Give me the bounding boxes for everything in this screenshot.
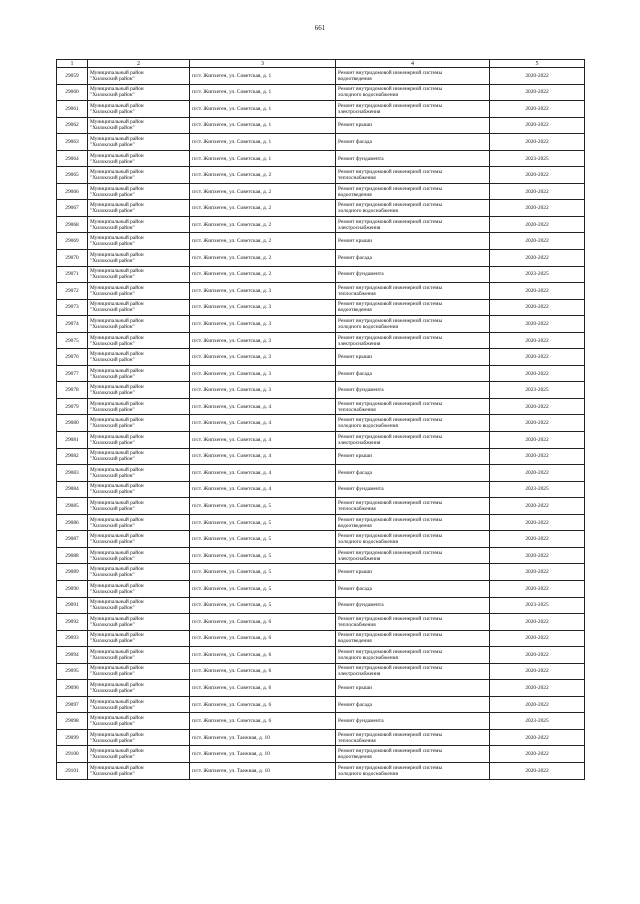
work-type-cell: Ремонт внутридомовой инженерной системы водоотведения	[336, 746, 490, 763]
period-cell: 2020-2022	[490, 283, 585, 300]
work-type-cell: Ремонт внутридомовой инженерной системы холодного водоснабжения	[336, 531, 490, 548]
address-cell: п/ст. Жипхеген, ул. Советская, д. 6	[190, 647, 336, 664]
row-number: 29099	[57, 729, 88, 746]
work-type-cell: Ремонт внутридомовой инженерной системы водоотведения	[336, 68, 490, 85]
row-number: 29092	[57, 614, 88, 631]
column-header-1: 1	[57, 60, 88, 68]
table-row	[57, 531, 585, 548]
row-number: 29074	[57, 316, 88, 333]
work-type-cell: Ремонт внутридомовой инженерной системы холодного водоснабжения	[336, 647, 490, 664]
address-cell: п/ст. Жипхеген, ул. Советская, д. 4	[190, 448, 336, 465]
address-cell: п/ст. Жипхеген, ул. Советская, д. 1	[190, 101, 336, 118]
address-cell: п/ст. Жипхеген, ул. Советская, д. 5	[190, 498, 336, 515]
address-cell: п/ст. Жипхеген, ул. Таежная, д. 10	[190, 762, 336, 779]
table-row	[57, 299, 585, 316]
period-cell: 2020-2022	[490, 696, 585, 713]
row-number: 29059	[57, 68, 88, 85]
table-row	[57, 680, 585, 697]
table-row	[57, 398, 585, 415]
period-cell: 2020-2022	[490, 117, 585, 134]
address-cell: п/ст. Жипхеген, ул. Советская, д. 3	[190, 332, 336, 349]
address-cell: п/ст. Жипхеген, ул. Советская, д. 5	[190, 564, 336, 581]
row-number: 29062	[57, 117, 88, 134]
period-cell: 2023-2025	[490, 713, 585, 730]
period-cell: 2023-2025	[490, 150, 585, 167]
period-cell: 2020-2022	[490, 564, 585, 581]
table-row	[57, 713, 585, 730]
page-number: 661	[314, 24, 326, 32]
row-number: 29064	[57, 150, 88, 167]
work-type-cell: Ремонт внутридомовой инженерной системы холодного водоснабжения	[336, 200, 490, 217]
work-type-cell: Ремонт внутридомовой инженерной системы электроснабжения	[336, 216, 490, 233]
table-body	[57, 68, 585, 780]
period-cell: 2020-2022	[490, 580, 585, 597]
period-cell: 2023-2025	[490, 597, 585, 614]
table-row	[57, 580, 585, 597]
work-type-cell: Ремонт внутридомовой инженерной системы теплоснабжения	[336, 614, 490, 631]
row-number: 29075	[57, 332, 88, 349]
table-row	[57, 233, 585, 250]
municipality-cell: Муниципальный район "Хилокский район"	[88, 68, 190, 85]
period-cell: 2020-2022	[490, 432, 585, 449]
address-cell: п/ст. Жипхеген, ул. Советская, д. 2	[190, 233, 336, 250]
period-cell: 2020-2022	[490, 250, 585, 267]
address-cell: п/ст. Жипхеген, ул. Советская, д. 2	[190, 216, 336, 233]
column-header-4: 4	[336, 60, 490, 68]
row-number: 29101	[57, 762, 88, 779]
row-number: 29093	[57, 630, 88, 647]
row-number: 29096	[57, 680, 88, 697]
municipality-cell: Муниципальный район "Хилокский район"	[88, 630, 190, 647]
work-type-cell: Ремонт внутридомовой инженерной системы электроснабжения	[336, 332, 490, 349]
table-row	[57, 614, 585, 631]
work-type-cell: Ремонт внутридомовой инженерной системы теплоснабжения	[336, 729, 490, 746]
municipality-cell: Муниципальный район "Хилокский район"	[88, 183, 190, 200]
row-number: 29076	[57, 349, 88, 366]
municipality-cell: Муниципальный район "Хилокский район"	[88, 432, 190, 449]
period-cell: 2020-2022	[490, 332, 585, 349]
work-type-cell: Ремонт фундамента	[336, 382, 490, 399]
row-number: 29060	[57, 84, 88, 101]
address-cell: п/ст. Жипхеген, ул. Советская, д. 3	[190, 349, 336, 366]
row-number: 29070	[57, 250, 88, 267]
address-cell: п/ст. Жипхеген, ул. Советская, д. 5	[190, 531, 336, 548]
municipality-cell: Муниципальный район "Хилокский район"	[88, 746, 190, 763]
work-type-cell: Ремонт внутридомовой инженерной системы электроснабжения	[336, 663, 490, 680]
municipality-cell: Муниципальный район "Хилокский район"	[88, 647, 190, 664]
municipality-cell: Муниципальный район "Хилокский район"	[88, 465, 190, 482]
row-number: 29094	[57, 647, 88, 664]
table-row	[57, 514, 585, 531]
row-number: 29073	[57, 299, 88, 316]
municipality-cell: Муниципальный район "Хилокский район"	[88, 332, 190, 349]
row-number: 29087	[57, 531, 88, 548]
period-cell: 2020-2022	[490, 183, 585, 200]
row-number: 29083	[57, 465, 88, 482]
table-row	[57, 101, 585, 118]
table-row	[57, 200, 585, 217]
table-row	[57, 382, 585, 399]
work-type-cell: Ремонт фундамента	[336, 150, 490, 167]
row-number: 29078	[57, 382, 88, 399]
period-cell: 2020-2022	[490, 167, 585, 184]
municipality-cell: Муниципальный район "Хилокский район"	[88, 448, 190, 465]
row-number: 29069	[57, 233, 88, 250]
table-row	[57, 250, 585, 267]
work-type-cell: Ремонт фундамента	[336, 266, 490, 283]
period-cell: 2023-2025	[490, 266, 585, 283]
work-type-cell: Ремонт крыши	[336, 680, 490, 697]
row-number: 29077	[57, 365, 88, 382]
table-row	[57, 266, 585, 283]
address-cell: п/ст. Жипхеген, ул. Советская, д. 4	[190, 415, 336, 432]
row-number: 29065	[57, 167, 88, 184]
row-number: 29100	[57, 746, 88, 763]
work-type-cell: Ремонт внутридомовой инженерной системы холодного водоснабжения	[336, 415, 490, 432]
address-cell: п/ст. Жипхеген, ул. Советская, д. 2	[190, 250, 336, 267]
address-cell: п/ст. Жипхеген, ул. Таежная, д. 10	[190, 746, 336, 763]
period-cell: 2020-2022	[490, 233, 585, 250]
table-row	[57, 696, 585, 713]
address-cell: п/ст. Жипхеген, ул. Советская, д. 2	[190, 266, 336, 283]
work-type-cell: Ремонт фасада	[336, 580, 490, 597]
period-cell: 2020-2022	[490, 68, 585, 85]
municipality-cell: Муниципальный район "Хилокский район"	[88, 398, 190, 415]
table-row	[57, 68, 585, 85]
header-row	[57, 60, 585, 68]
row-number: 29098	[57, 713, 88, 730]
municipality-cell: Муниципальный район "Хилокский район"	[88, 283, 190, 300]
municipality-cell: Муниципальный район "Хилокский район"	[88, 101, 190, 118]
period-cell: 2023-2025	[490, 382, 585, 399]
period-cell: 2020-2022	[490, 729, 585, 746]
table-row	[57, 481, 585, 498]
municipality-cell: Муниципальный район "Хилокский район"	[88, 580, 190, 597]
work-type-cell: Ремонт фасада	[336, 250, 490, 267]
period-cell: 2020-2022	[490, 614, 585, 631]
municipality-cell: Муниципальный район "Хилокский район"	[88, 382, 190, 399]
municipality-cell: Муниципальный район "Хилокский район"	[88, 415, 190, 432]
table-row	[57, 647, 585, 664]
address-cell: п/ст. Жипхеген, ул. Советская, д. 2	[190, 167, 336, 184]
row-number: 29084	[57, 481, 88, 498]
address-cell: п/ст. Жипхеген, ул. Советская, д. 4	[190, 481, 336, 498]
table-row	[57, 167, 585, 184]
address-cell: п/ст. Жипхеген, ул. Советская, д. 4	[190, 465, 336, 482]
period-cell: 2020-2022	[490, 398, 585, 415]
work-type-cell: Ремонт внутридомовой инженерной системы теплоснабжения	[336, 167, 490, 184]
address-cell: п/ст. Жипхеген, ул. Советская, д. 5	[190, 597, 336, 614]
municipality-cell: Муниципальный район "Хилокский район"	[88, 531, 190, 548]
period-cell: 2020-2022	[490, 415, 585, 432]
address-cell: п/ст. Жипхеген, ул. Советская, д. 5	[190, 547, 336, 564]
row-number: 29091	[57, 597, 88, 614]
municipality-cell: Муниципальный район "Хилокский район"	[88, 84, 190, 101]
table-row	[57, 432, 585, 449]
municipality-cell: Муниципальный район "Хилокский район"	[88, 663, 190, 680]
work-type-cell: Ремонт фасада	[336, 696, 490, 713]
work-type-cell: Ремонт внутридомовой инженерной системы теплоснабжения	[336, 498, 490, 515]
row-number: 29081	[57, 432, 88, 449]
table-row	[57, 465, 585, 482]
address-cell: п/ст. Жипхеген, ул. Советская, д. 6	[190, 680, 336, 697]
work-type-cell: Ремонт внутридомовой инженерной системы электроснабжения	[336, 101, 490, 118]
row-number: 29082	[57, 448, 88, 465]
registry-table	[56, 59, 585, 780]
period-cell: 2020-2022	[490, 365, 585, 382]
work-type-cell: Ремонт внутридомовой инженерной системы водоотведения	[336, 299, 490, 316]
period-cell: 2020-2022	[490, 349, 585, 366]
table-row	[57, 415, 585, 432]
municipality-cell: Муниципальный район "Хилокский район"	[88, 134, 190, 151]
row-number: 29086	[57, 514, 88, 531]
address-cell: п/ст. Жипхеген, ул. Таежная, д. 10	[190, 729, 336, 746]
municipality-cell: Муниципальный район "Хилокский район"	[88, 316, 190, 333]
municipality-cell: Муниципальный район "Хилокский район"	[88, 250, 190, 267]
municipality-cell: Муниципальный район "Хилокский район"	[88, 713, 190, 730]
work-type-cell: Ремонт внутридомовой инженерной системы холодного водоснабжения	[336, 316, 490, 333]
table-row	[57, 316, 585, 333]
column-header-3: 3	[190, 60, 336, 68]
period-cell: 2020-2022	[490, 84, 585, 101]
work-type-cell: Ремонт внутридомовой инженерной системы водоотведения	[336, 183, 490, 200]
row-number: 29061	[57, 101, 88, 118]
row-number: 29080	[57, 415, 88, 432]
row-number: 29088	[57, 547, 88, 564]
table-row	[57, 365, 585, 382]
work-type-cell: Ремонт фундамента	[336, 713, 490, 730]
period-cell: 2020-2022	[490, 514, 585, 531]
period-cell: 2020-2022	[490, 547, 585, 564]
table-row	[57, 117, 585, 134]
row-number: 29068	[57, 216, 88, 233]
work-type-cell: Ремонт фасада	[336, 365, 490, 382]
row-number: 29079	[57, 398, 88, 415]
address-cell: п/ст. Жипхеген, ул. Советская, д. 6	[190, 614, 336, 631]
work-type-cell: Ремонт фундамента	[336, 481, 490, 498]
period-cell: 2020-2022	[490, 680, 585, 697]
work-type-cell: Ремонт внутридомовой инженерной системы электроснабжения	[336, 432, 490, 449]
row-number: 29085	[57, 498, 88, 515]
period-cell: 2020-2022	[490, 498, 585, 515]
table-row	[57, 283, 585, 300]
period-cell: 2020-2022	[490, 101, 585, 118]
table-row	[57, 663, 585, 680]
municipality-cell: Муниципальный район "Хилокский район"	[88, 299, 190, 316]
work-type-cell: Ремонт внутридомовой инженерной системы холодного водоснабжения	[336, 84, 490, 101]
period-cell: 2020-2022	[490, 746, 585, 763]
municipality-cell: Муниципальный район "Хилокский район"	[88, 680, 190, 697]
period-cell: 2020-2022	[490, 200, 585, 217]
period-cell: 2020-2022	[490, 663, 585, 680]
work-type-cell: Ремонт фасада	[336, 134, 490, 151]
period-cell: 2020-2022	[490, 448, 585, 465]
address-cell: п/ст. Жипхеген, ул. Советская, д. 6	[190, 713, 336, 730]
municipality-cell: Муниципальный район "Хилокский район"	[88, 762, 190, 779]
table-row	[57, 216, 585, 233]
row-number: 29063	[57, 134, 88, 151]
address-cell: п/ст. Жипхеген, ул. Советская, д. 1	[190, 134, 336, 151]
work-type-cell: Ремонт внутридомовой инженерной системы электроснабжения	[336, 547, 490, 564]
table-row	[57, 134, 585, 151]
address-cell: п/ст. Жипхеген, ул. Советская, д. 1	[190, 68, 336, 85]
table-row	[57, 498, 585, 515]
address-cell: п/ст. Жипхеген, ул. Советская, д. 3	[190, 365, 336, 382]
address-cell: п/ст. Жипхеген, ул. Советская, д. 3	[190, 316, 336, 333]
table-row	[57, 332, 585, 349]
municipality-cell: Муниципальный район "Хилокский район"	[88, 349, 190, 366]
municipality-cell: Муниципальный район "Хилокский район"	[88, 150, 190, 167]
period-cell: 2020-2022	[490, 630, 585, 647]
address-cell: п/ст. Жипхеген, ул. Советская, д. 1	[190, 84, 336, 101]
address-cell: п/ст. Жипхеген, ул. Советская, д. 3	[190, 382, 336, 399]
work-type-cell: Ремонт внутридомовой инженерной системы водоотведения	[336, 514, 490, 531]
municipality-cell: Муниципальный район "Хилокский район"	[88, 167, 190, 184]
municipality-cell: Муниципальный район "Хилокский район"	[88, 365, 190, 382]
table-row	[57, 762, 585, 779]
table-row	[57, 729, 585, 746]
table-row	[57, 597, 585, 614]
municipality-cell: Муниципальный район "Хилокский район"	[88, 200, 190, 217]
municipality-cell: Муниципальный район "Хилокский район"	[88, 597, 190, 614]
period-cell: 2020-2022	[490, 465, 585, 482]
work-type-cell: Ремонт крыши	[336, 117, 490, 134]
address-cell: п/ст. Жипхеген, ул. Советская, д. 1	[190, 117, 336, 134]
address-cell: п/ст. Жипхеген, ул. Советская, д. 6	[190, 630, 336, 647]
address-cell: п/ст. Жипхеген, ул. Советская, д. 1	[190, 150, 336, 167]
period-cell: 2020-2022	[490, 762, 585, 779]
period-cell: 2020-2022	[490, 299, 585, 316]
address-cell: п/ст. Жипхеген, ул. Советская, д. 2	[190, 200, 336, 217]
table-row	[57, 84, 585, 101]
work-type-cell: Ремонт фундамента	[336, 597, 490, 614]
period-cell: 2020-2022	[490, 216, 585, 233]
municipality-cell: Муниципальный район "Хилокский район"	[88, 547, 190, 564]
address-cell: п/ст. Жипхеген, ул. Советская, д. 6	[190, 696, 336, 713]
work-type-cell: Ремонт крыши	[336, 448, 490, 465]
table-row	[57, 150, 585, 167]
period-cell: 2020-2022	[490, 316, 585, 333]
table-row	[57, 448, 585, 465]
municipality-cell: Муниципальный район "Хилокский район"	[88, 117, 190, 134]
municipality-cell: Муниципальный район "Хилокский район"	[88, 216, 190, 233]
work-type-cell: Ремонт крыши	[336, 349, 490, 366]
address-cell: п/ст. Жипхеген, ул. Советская, д. 4	[190, 398, 336, 415]
column-header-5: 5	[490, 60, 585, 68]
municipality-cell: Муниципальный район "Хилокский район"	[88, 614, 190, 631]
work-type-cell: Ремонт крыши	[336, 233, 490, 250]
work-type-cell: Ремонт внутридомовой инженерной системы холодного водоснабжения	[336, 762, 490, 779]
municipality-cell: Муниципальный район "Хилокский район"	[88, 233, 190, 250]
row-number: 29089	[57, 564, 88, 581]
period-cell: 2020-2022	[490, 134, 585, 151]
table-row	[57, 746, 585, 763]
work-type-cell: Ремонт внутридомовой инженерной системы теплоснабжения	[336, 398, 490, 415]
row-number: 29090	[57, 580, 88, 597]
table-row	[57, 564, 585, 581]
municipality-cell: Муниципальный район "Хилокский район"	[88, 266, 190, 283]
municipality-cell: Муниципальный район "Хилокский район"	[88, 564, 190, 581]
work-type-cell: Ремонт внутридомовой инженерной системы водоотведения	[336, 630, 490, 647]
row-number: 29072	[57, 283, 88, 300]
table-row	[57, 547, 585, 564]
municipality-cell: Муниципальный район "Хилокский район"	[88, 514, 190, 531]
address-cell: п/ст. Жипхеген, ул. Советская, д. 5	[190, 514, 336, 531]
municipality-cell: Муниципальный район "Хилокский район"	[88, 498, 190, 515]
table-row	[57, 183, 585, 200]
row-number: 29097	[57, 696, 88, 713]
table-row	[57, 349, 585, 366]
address-cell: п/ст. Жипхеген, ул. Советская, д. 6	[190, 663, 336, 680]
column-header-2: 2	[88, 60, 190, 68]
table-row	[57, 630, 585, 647]
address-cell: п/ст. Жипхеген, ул. Советская, д. 4	[190, 432, 336, 449]
municipality-cell: Муниципальный район "Хилокский район"	[88, 696, 190, 713]
work-type-cell: Ремонт внутридомовой инженерной системы теплоснабжения	[336, 283, 490, 300]
work-type-cell: Ремонт фасада	[336, 465, 490, 482]
municipality-cell: Муниципальный район "Хилокский район"	[88, 729, 190, 746]
municipality-cell: Муниципальный район "Хилокский район"	[88, 481, 190, 498]
address-cell: п/ст. Жипхеген, ул. Советская, д. 5	[190, 580, 336, 597]
period-cell: 2020-2022	[490, 647, 585, 664]
address-cell: п/ст. Жипхеген, ул. Советская, д. 3	[190, 283, 336, 300]
address-cell: п/ст. Жипхеген, ул. Советская, д. 2	[190, 183, 336, 200]
row-number: 29095	[57, 663, 88, 680]
work-type-cell: Ремонт крыши	[336, 564, 490, 581]
period-cell: 2020-2022	[490, 531, 585, 548]
row-number: 29071	[57, 266, 88, 283]
row-number: 29067	[57, 200, 88, 217]
row-number: 29066	[57, 183, 88, 200]
period-cell: 2023-2025	[490, 481, 585, 498]
address-cell: п/ст. Жипхеген, ул. Советская, д. 3	[190, 299, 336, 316]
